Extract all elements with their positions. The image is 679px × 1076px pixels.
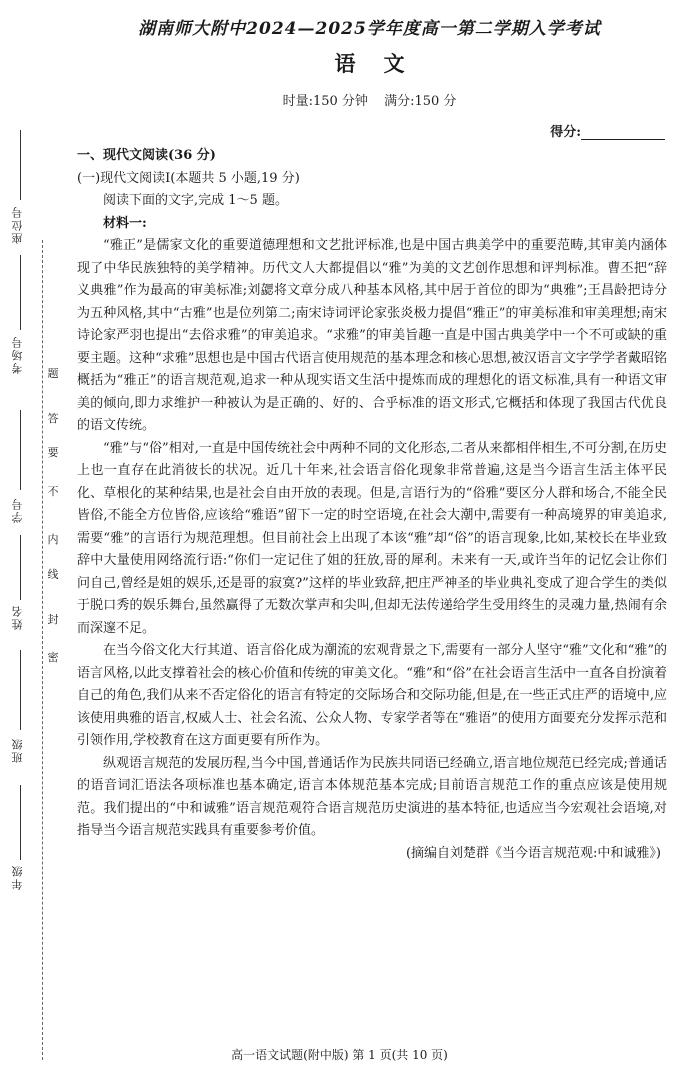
seal-char: 不 [47,485,59,498]
exam-room-blank[interactable] [20,255,21,330]
seat-number-label: 座位号 [11,205,24,244]
seal-dashed-line [42,240,43,1060]
page-footer: 高一语文试题(附中版) 第 1 页(共 10 页) [231,1048,448,1062]
paragraph: 在当今俗文化大行其道、语言俗化成为潮流的宏观背景之下,需要有一部分人坚守“雅”文化和“雅”的语言风格,以此支撑着社会的核心价值和传统的审美文化。“雅”和“俗”在社会语言生活中一直各自扮演着自己的角色,我们从来不否定俗化的语言有特定的交际场合和交际功能,但是,在一些正式庄严的语境中,应该使用典雅的语言,权威人士、社会名流、公众人物、专家学者等在“雅语”的使用方面要充分发挥示范和引领作用,学校教育在这方面更要有所作为。 [77,643,667,748]
paragraph: “雅”与“俗”相对,一直是中国传统社会中两种不同的文化形态,二者从来都相伴相生,不可分割,在历史上也一直存在此消彼长的状况。近几十年来,社会语言俗化现象非常普遍,这是当今语言生活主体平民化、草根化的某种结果,也是社会自由开放的表现。但是,言语行为的“俗雅”要区分人群和场合,不能全民皆俗,不能全方位皆俗,应该给“雅语”留下一定的时空语境,在社会大潮中,需要有一种高境界的审美追求,需要“雅”的言语行为规范理想。但目前社会上出现了本该“雅”却“俗”的语言现象,比如,某校长在毕业致辞中大量使用网络流行语:“你们一定记住了姐的狂放,哥的犀利。未来有一天,或许当年的记忆会让你们问自己,曾经是姐的娱乐,还是哥的寂寞?”这样的毕业致辞,把庄严神圣的毕业典礼变成了迎合学生的类似于脱口秀的娱乐舞台,虽然赢得了无数次掌声和尖叫,但却无法传递给学生受用终生的灵魂力量,热闹有余而深邃不足。 [77,440,667,636]
grade-label: 年级 [11,864,24,890]
subsection-heading: (一)现代文阅读Ⅰ(本题共 5 小题,19 分) [77,170,300,186]
exam-room-label: 考场号 [11,335,24,374]
score-label: 得分: [550,125,581,140]
student-id-label: 学号 [11,497,24,523]
reading-section [77,145,667,865]
class-label: 班级 [11,737,24,763]
name-blank[interactable] [20,535,21,600]
material-label: 材料一: [103,215,147,231]
seal-char: 线 [47,568,59,581]
exam-meta [70,90,669,109]
time-limit: 时量:150 分钟 [282,94,368,109]
exam-title: 湖南师大附中2024—2025学年度高一第二学期入学考试 [138,19,601,39]
seal-char: 答 [47,412,59,425]
seal-char: 密 [47,651,59,664]
paragraph: “雅正”是儒家文化的重要道德理想和文艺批评标准,也是中国古典美学中的重要范畴,其审美内涵体现了中华民族独特的美学精神。历代文人大都提倡以“雅”为美的文艺创作思想和评判标准。曹丕把“辞义典雅”作为最高的审美标准;刘勰将文章分成八种基本风格,其中居于首位的即为“典雅”;王昌龄把诗分为五种风格,其中“古雅”也是位列第二;南宋诗词评论家张炎极力提倡“雅正”的审美标准和审美理想;南宋诗论家严羽也提出“去俗求雅”的审美追求。“求雅”的审美旨趣一直是中国古典美学中一个不可或缺的重要主题。这种“求雅”思想也是中国古代语言使用规范的基本理念和核心思想,被汉语言文字学学者戴昭铭概括为“雅正”的语言规范观,追求一种从现实语文生活中提炼而成的理想化的语文标准,具有一种语文审美的倾向,即力求维护一种被认为是正确的、好的、合乎标准的语文形式,它概括和体现了我国古代优良的语文传统。 [77,238,667,433]
grade-blank[interactable] [20,785,21,860]
seal-char: 封 [47,613,59,626]
full-score: 满分:150 分 [384,94,457,109]
seat-number-blank[interactable] [20,130,21,200]
section-heading: 一、现代文阅读(36 分) [77,148,216,163]
paragraph: 纵观语言规范的发展历程,当今中国,普通话作为民族共同语已经确立,语言地位规范已经完成;普通话的语音词汇语法各项标准也基本确定,语言本体规范基本完成;目前语言规范工作的重点应该是使用规范。我们提出的“中和诚雅”语言规范观符合语言规范历史演进的基本特征,也适应当今宏观社会语境,对指导当今语言规范实践具有重要参考价值。 [77,755,667,838]
class-blank[interactable] [20,650,21,730]
seal-char: 题 [47,367,59,380]
seal-char: 要 [47,446,59,459]
score-field [550,121,665,140]
student-id-blank[interactable] [20,410,21,490]
score-blank[interactable] [581,125,665,140]
subject-title: 语文 [334,51,433,76]
instruction: 阅读下面的文字,完成 1～5 题。 [103,193,288,208]
seal-char: 内 [47,533,59,546]
source-citation: (摘编自刘楚群《当今语言规范观:中和诚雅》) [405,845,661,861]
name-label: 姓名 [11,604,24,630]
